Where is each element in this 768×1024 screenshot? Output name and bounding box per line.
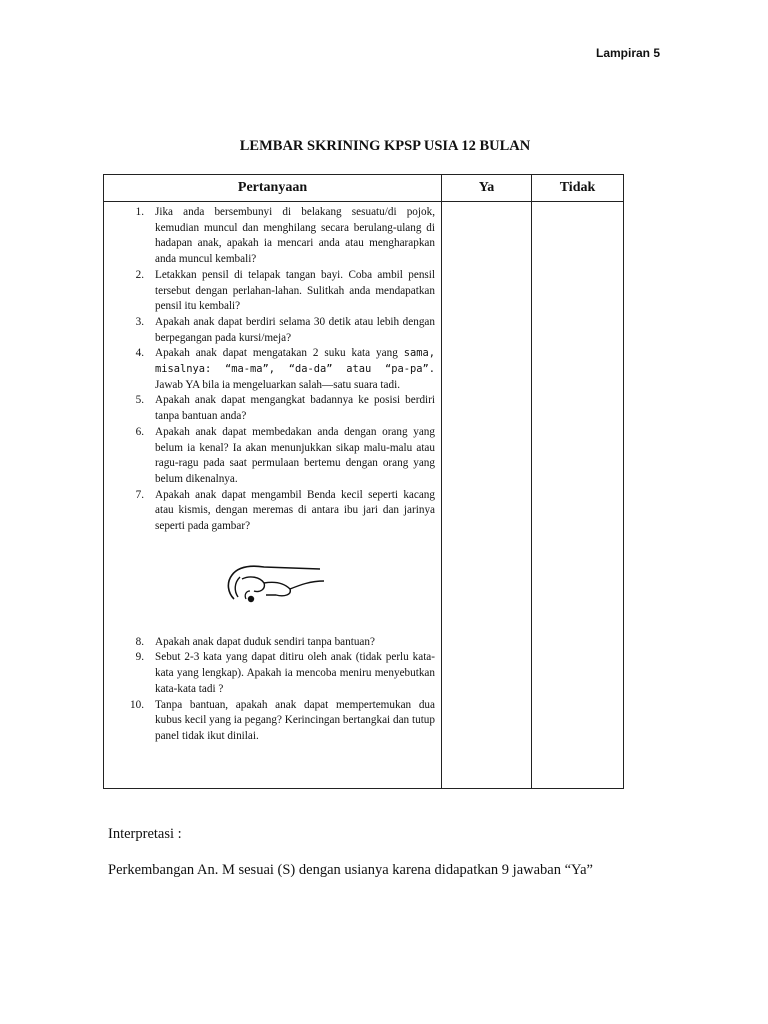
kpsp-questionnaire-table — [103, 174, 624, 789]
header-tidak: Tidak — [532, 175, 624, 202]
question-item-10 — [104, 698, 441, 745]
question-item-2 — [104, 268, 441, 315]
question-list — [104, 205, 441, 745]
question-number: 5. — [135, 394, 144, 407]
question-item-6 — [104, 425, 441, 488]
question-text-example: sama, misalnya: “ma-ma”, “da-da” atau “pa-pa”. — [155, 347, 436, 376]
question-text: Apakah anak dapat mengatakan 2 suku kata yang — [155, 347, 398, 360]
question-text: Apakah anak dapat membedakan anda dengan orang yang belum ia kenal? Ia akan menunjukkan sikap malu-malu atau ragu-ragu pada saat permulaan bertemu dengan orang yang belum dikenalnya. — [155, 425, 435, 485]
question-text: Sebut 2-3 kata yang dapat ditiru oleh anak (tidak perlu kata-kata yang lengkap). Apakah ia mencoba meniru menyebutkan kata-kata tadi ? — [155, 651, 435, 695]
question-text: Apakah anak dapat mengangkat badannya ke posisi berdiri tanpa bantuan anda? — [155, 394, 435, 423]
table-header-row — [104, 175, 624, 202]
question-number: 6. — [135, 425, 144, 438]
pincer-grasp-hand-icon — [220, 559, 330, 603]
question-text: Apakah anak dapat mengambil Benda kecil seperti kacang atau kismis, dengan meremas di antara ibu jari dan jarinya seperti pada gambar? — [155, 488, 435, 533]
header-ya: Ya — [442, 175, 532, 202]
pincer-grasp-illustration — [155, 535, 435, 635]
question-number: 7. — [135, 488, 144, 501]
question-text: Letakkan pensil di telapak tangan bayi. Coba ambil pensil tersebut dengan perlahan-lahan. Sulitkah anda mendapatkan pensil itu kembali? — [155, 268, 435, 313]
question-text-continued: Jawab YA bila ia mengeluarkan salah—satu suara tadi. — [155, 378, 401, 391]
tidak-answer-cell[interactable] — [532, 202, 624, 789]
ya-answer-cell[interactable] — [442, 202, 532, 789]
page-title: LEMBAR SKRINING KPSP USIA 12 BULAN — [239, 138, 531, 154]
question-text: Apakah anak dapat duduk sendiri tanpa bantuan? — [155, 635, 375, 648]
question-number: 9. — [135, 651, 144, 664]
question-number: 8. — [135, 635, 144, 648]
question-number: 10. — [130, 698, 144, 711]
question-item-8 — [104, 635, 441, 651]
interpretation-text: Perkembangan An. M sesuai (S) dengan usianya karena didapatkan 9 jawaban “Ya” — [108, 862, 593, 878]
table-row — [104, 202, 624, 789]
question-text: Jika anda bersembunyi di belakang sesuatu/di pojok, kemudian muncul dan menghilang secara berulang-ulang di hadapan anak, apakah ia mencari anda atau mengharapkan anda muncul kembali? — [155, 206, 435, 266]
question-item-1 — [104, 205, 441, 268]
question-item-3 — [104, 315, 441, 346]
question-text: Tanpa bantuan, apakah anak dapat mempertemukan dua kubus kecil yang ia pegang? Kerincingan bertangkai dan tutup panel tidak ikut dinilai. — [155, 698, 435, 742]
question-number: 2. — [135, 268, 144, 281]
appendix-label: Lampiran 5 — [596, 46, 661, 60]
question-number: 3. — [135, 315, 144, 328]
question-item-9 — [104, 650, 441, 697]
question-item-5 — [104, 393, 441, 424]
question-item-4 — [104, 346, 441, 393]
question-number: 4. — [135, 347, 144, 360]
question-text: Apakah anak dapat berdiri selama 30 detik atau lebih dengan berpegangan pada kursi/meja? — [155, 315, 435, 344]
questions-cell — [104, 202, 442, 789]
header-pertanyaan: Pertanyaan — [104, 175, 442, 202]
question-number: 1. — [135, 206, 144, 218]
interpretation-label: Interpretasi : — [108, 826, 182, 842]
question-item-7 — [104, 488, 441, 635]
